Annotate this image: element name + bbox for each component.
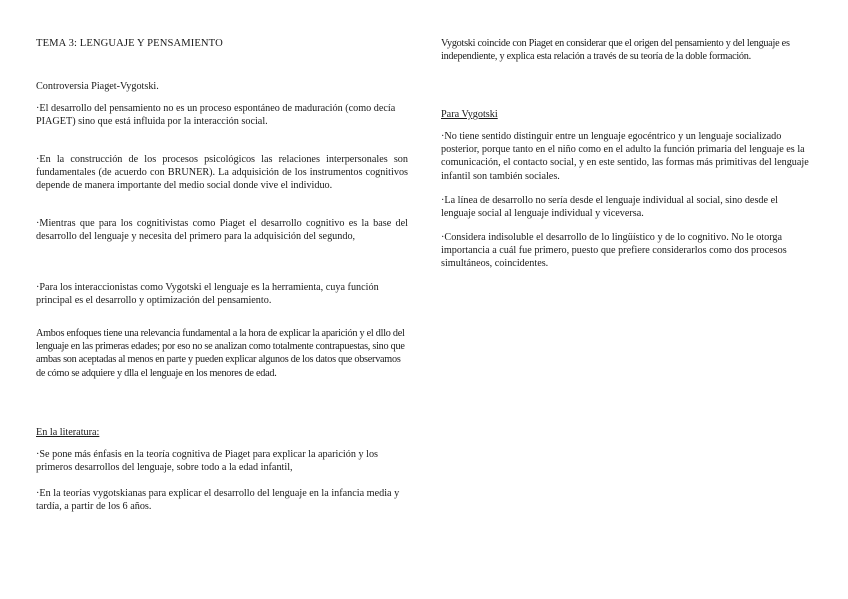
paragraph-vygotski-intro: Vygotski coincide con Piaget en considerar que el origen del pensamiento y del lenguaje es independiente, y explica esta relación a través de su teoría de la doble formación.	[441, 38, 790, 63]
paragraph-cognitivists: ·Mientras que para los cognitivistas como Piaget el desarrollo cognitivo es la base del desarrollo del lenguaje y necesita del primero para la adquisición del segundo,	[36, 218, 408, 243]
paragraph-literature-piaget: ·Se pone más énfasis en la teoría cognitiva de Piaget para explicar la aparición y los primeros desarrollos del lenguaje, sobre todo a la edad infantil,	[36, 449, 379, 474]
paragraph-development-line: ·La línea de desarrollo no sería desde el lenguaje individual al social, sino desde el lenguaje social al lenguaje individual y viceversa.	[441, 195, 778, 220]
paragraph-egocentric-language: ·No tiene sentido distinguir entre un lenguaje egocéntrico y un lenguaje socializado posterior, porque tanto en el niño como en el adulto la función primaria del lenguaje es la comunicación, el contacto social, y en este sentido, las formas más primitivas del lenguaje infantil son también sociales.	[441, 131, 809, 182]
paragraph-indissoluble: ·Considera indisoluble el desarrollo de lo lingüístico y de lo cognitivo. No le otorga importancia a cuál fue primero, puesto que prefiere considerarlos como dos procesos simultáneos, coincidentes.	[441, 232, 787, 270]
paragraph-literature-vygotski: ·En la teorías vygotskianas para explicar el desarrollo del lenguaje en la infancia media y tardía, a partir de los 6 años.	[36, 488, 400, 513]
paragraph-both-approaches: Ambos enfoques tiene una relevancia fundamental a la hora de explicar la aparición y el dllo del lenguaje en las primeras edades; por eso no se analizan como totalmente contrapuestas, sino que ambas son aceptadas al menos en parte y pueden explicar algunos de los datos que observamos de cómo se adquiere y dlla el lenguaje en los menores de edad.	[36, 328, 405, 379]
paragraph-bruner: ·En la construcción de los procesos psicológicos las relaciones interpersonales son fundamentales (de acuerdo con BRUNER). La adquisición de los instrumentos cognitivos depende de manera importante del medio social donde vive el individuo.	[36, 154, 408, 192]
heading-literature: En la literatura:	[36, 427, 100, 438]
paragraph-interactionists: ·Para los interaccionistas como Vygotski el lenguaje es la herramienta, cuya función principal es el desarrollo y optimización del pensamiento.	[36, 282, 379, 307]
heading-controversy: Controversia Piaget-Vygotski.	[36, 81, 159, 92]
paragraph-piaget-maturation: ·El desarrollo del pensamiento no es un proceso espontáneo de maduración (como decía PIAGET) sino que está influida por la interacción social.	[36, 103, 396, 128]
document-title: TEMA 3: LENGUAJE Y PENSAMIENTO	[36, 38, 223, 49]
heading-para-vygotski: Para Vygotski	[441, 109, 498, 120]
